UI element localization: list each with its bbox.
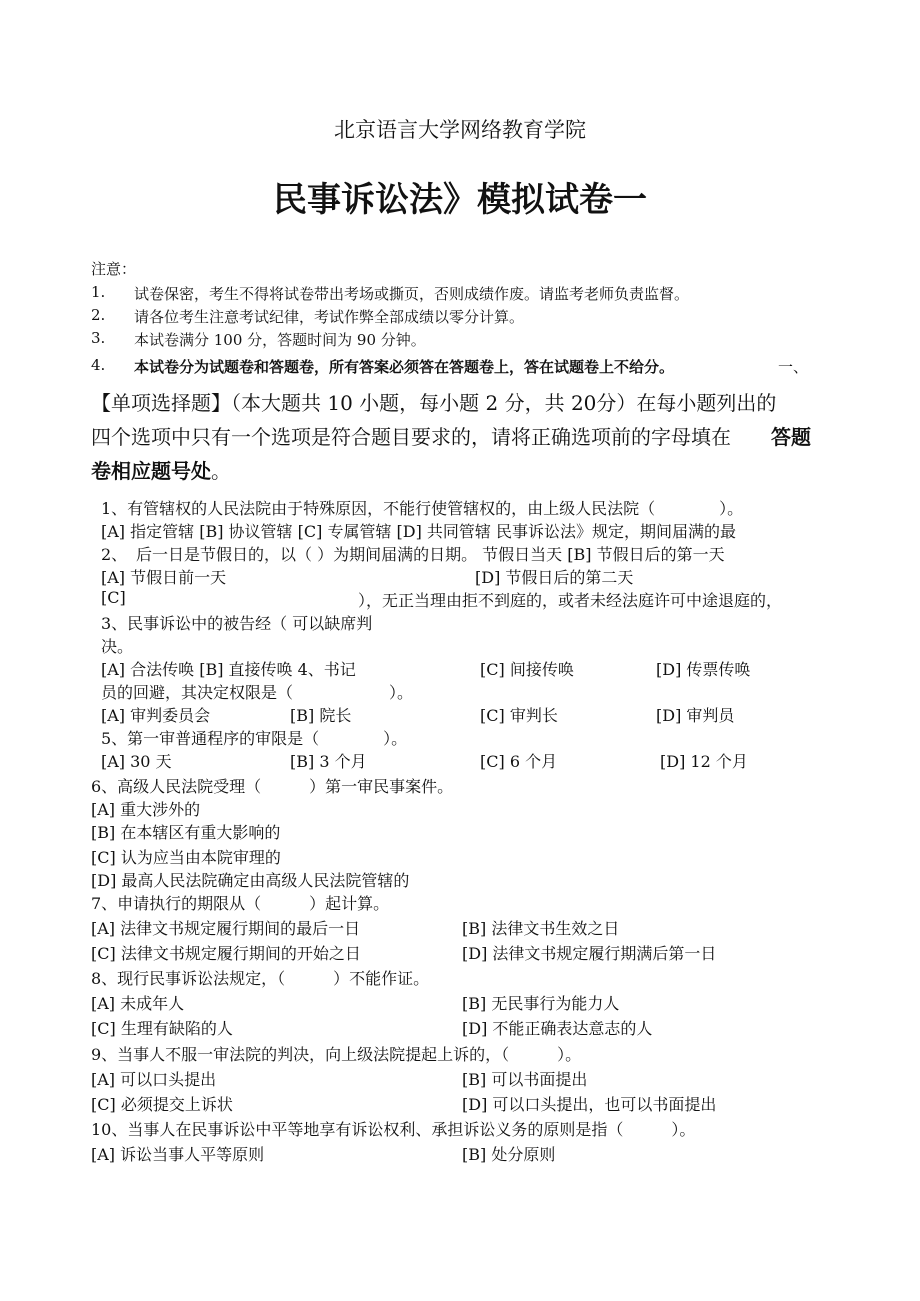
q2-text: 后一日是节假日的，以（ ）为期间届满的日期。 节假日当天 [B] 节假日后的第一天: [136, 545, 725, 564]
q6-option-c: [C] 认为应当由本院审理的: [91, 848, 281, 867]
notice-label: 注意：: [91, 260, 137, 278]
q6-option-b: [B] 在本辖区有重大影响的: [91, 823, 281, 842]
q8-option-d: [D] 不能正确表达意志的人: [462, 1019, 653, 1038]
notice-item-4-num: 4.: [91, 356, 106, 374]
institution-title: 北京语言大学网络教育学院: [334, 118, 586, 142]
q2-option-a: [A] 节假日前一天: [101, 568, 227, 587]
q3-tail: ），无正当理由拒不到庭的，或者未经法庭许可中途退庭的，: [358, 591, 783, 610]
q5-option-a: [A] 30 天: [101, 752, 172, 771]
q8-text: 8、现行民事诉讼法规定，（ ）不能作证。: [91, 969, 430, 988]
q7-text: 7、申请执行的期限从（ ）起计算。: [91, 894, 390, 913]
q10-text: 10、当事人在民事诉讼中平等地享有诉讼权利、承担诉讼义务的原则是指（ ）。: [91, 1120, 696, 1139]
q7-option-b: [B] 法律文书生效之日: [462, 919, 620, 938]
q4-option-c: [C] 审判长: [480, 706, 558, 725]
notice-item-4-text: 本试卷分为试题卷和答题卷，所有答案必须答在答题卷上，答在试题卷上不给分。: [134, 358, 675, 376]
q4-text: 员的回避，其决定权限是（ ）。: [101, 683, 414, 702]
q5-text: 5、第一审普通程序的审限是（ ）。: [101, 729, 408, 748]
notice-item-2-num: 2.: [91, 306, 106, 324]
exam-title: 民事诉讼法》模拟试卷一: [273, 180, 647, 220]
q2-option-c: [C]: [101, 588, 126, 607]
section-header-line-3-bold: 卷相应题号处: [91, 459, 211, 483]
q4-option-a: [A] 审判委员会: [101, 706, 211, 725]
q2-option-d: [D] 节假日后的第二天: [475, 568, 634, 587]
q7-option-d: [D] 法律文书规定履行期满后第一日: [462, 944, 717, 963]
q4-option-b: [B] 院长: [290, 706, 352, 725]
notice-item-3-num: 3.: [91, 329, 106, 347]
q7-option-c: [C] 法律文书规定履行期间的开始之日: [91, 944, 361, 963]
q8-option-c: [C] 生理有缺陷的人: [91, 1019, 233, 1038]
q9-option-c: [C] 必须提交上诉状: [91, 1095, 233, 1114]
section-number: 一、: [778, 358, 809, 376]
q8-option-a: [A] 未成年人: [91, 994, 185, 1013]
q2-num: 2、: [101, 545, 128, 564]
notice-item-2-text: 请各位考生注意考试纪律，考试作弊全部成绩以零分计算。: [134, 308, 525, 326]
q3-option-d: [D] 传票传唤: [656, 660, 751, 679]
q9-option-b: [B] 可以书面提出: [462, 1070, 588, 1089]
q4-option-d: [D] 审判员: [656, 706, 735, 725]
q5-option-c: [C] 6 个月: [480, 752, 558, 771]
q1-text: 1、有管辖权的人民法院由于特殊原因，不能行使管辖权的，由上级人民法院（ ）。: [101, 499, 744, 518]
q6-option-a: [A] 重大涉外的: [91, 800, 201, 819]
q3-options-ab: [A] 合法传唤 [B] 直接传唤 4、书记: [101, 660, 356, 679]
q9-text: 9、当事人不服一审法院的判决，向上级法院提起上诉的，（ ）。: [91, 1045, 582, 1064]
q8-option-b: [B] 无民事行为能力人: [462, 994, 620, 1013]
section-header-line-3-end: 。: [211, 459, 231, 483]
notice-item-3-text: 本试卷满分 100 分，答题时间为 90 分钟。: [134, 331, 426, 349]
q3-head: 3、民事诉讼中的被告经（ 可以缺席判: [101, 614, 373, 633]
q5-option-b: [B] 3 个月: [290, 752, 367, 771]
q10-option-b: [B] 处分原则: [462, 1145, 556, 1164]
section-header-line-1: 【单项选择题】（本大题共 10 小题，每小题 2 分，共 20分）在每小题列出的: [91, 391, 777, 415]
q3-head-2: 决。: [101, 637, 134, 656]
notice-item-1-num: 1.: [91, 283, 106, 301]
q6-text: 6、高级人民法院受理（ ）第一审民事案件。: [91, 777, 454, 796]
q5-option-d: [D] 12 个月: [660, 752, 748, 771]
q3-option-c: [C] 间接传唤: [480, 660, 574, 679]
q6-option-d: [D] 最高人民法院确定由高级人民法院管辖的: [91, 871, 410, 890]
q1-options: [A] 指定管辖 [B] 协议管辖 [C] 专属管辖 [D] 共同管辖 民事诉讼法》规定，期间届满的最: [101, 522, 737, 541]
q10-option-a: [A] 诉讼当事人平等原则: [91, 1145, 265, 1164]
section-header-line-2: 四个选项中只有一个选项是符合题目要求的，请将正确选项前的字母填在: [91, 425, 731, 449]
q9-option-d: [D] 可以口头提出，也可以书面提出: [462, 1095, 717, 1114]
section-header-line-2-bold: 答题: [771, 425, 811, 449]
q7-option-a: [A] 法律文书规定履行期间的最后一日: [91, 919, 361, 938]
notice-item-1-text: 试卷保密，考生不得将试卷带出考场或撕页，否则成绩作废。请监考老师负责监督。: [134, 285, 690, 303]
q9-option-a: [A] 可以口头提出: [91, 1070, 217, 1089]
